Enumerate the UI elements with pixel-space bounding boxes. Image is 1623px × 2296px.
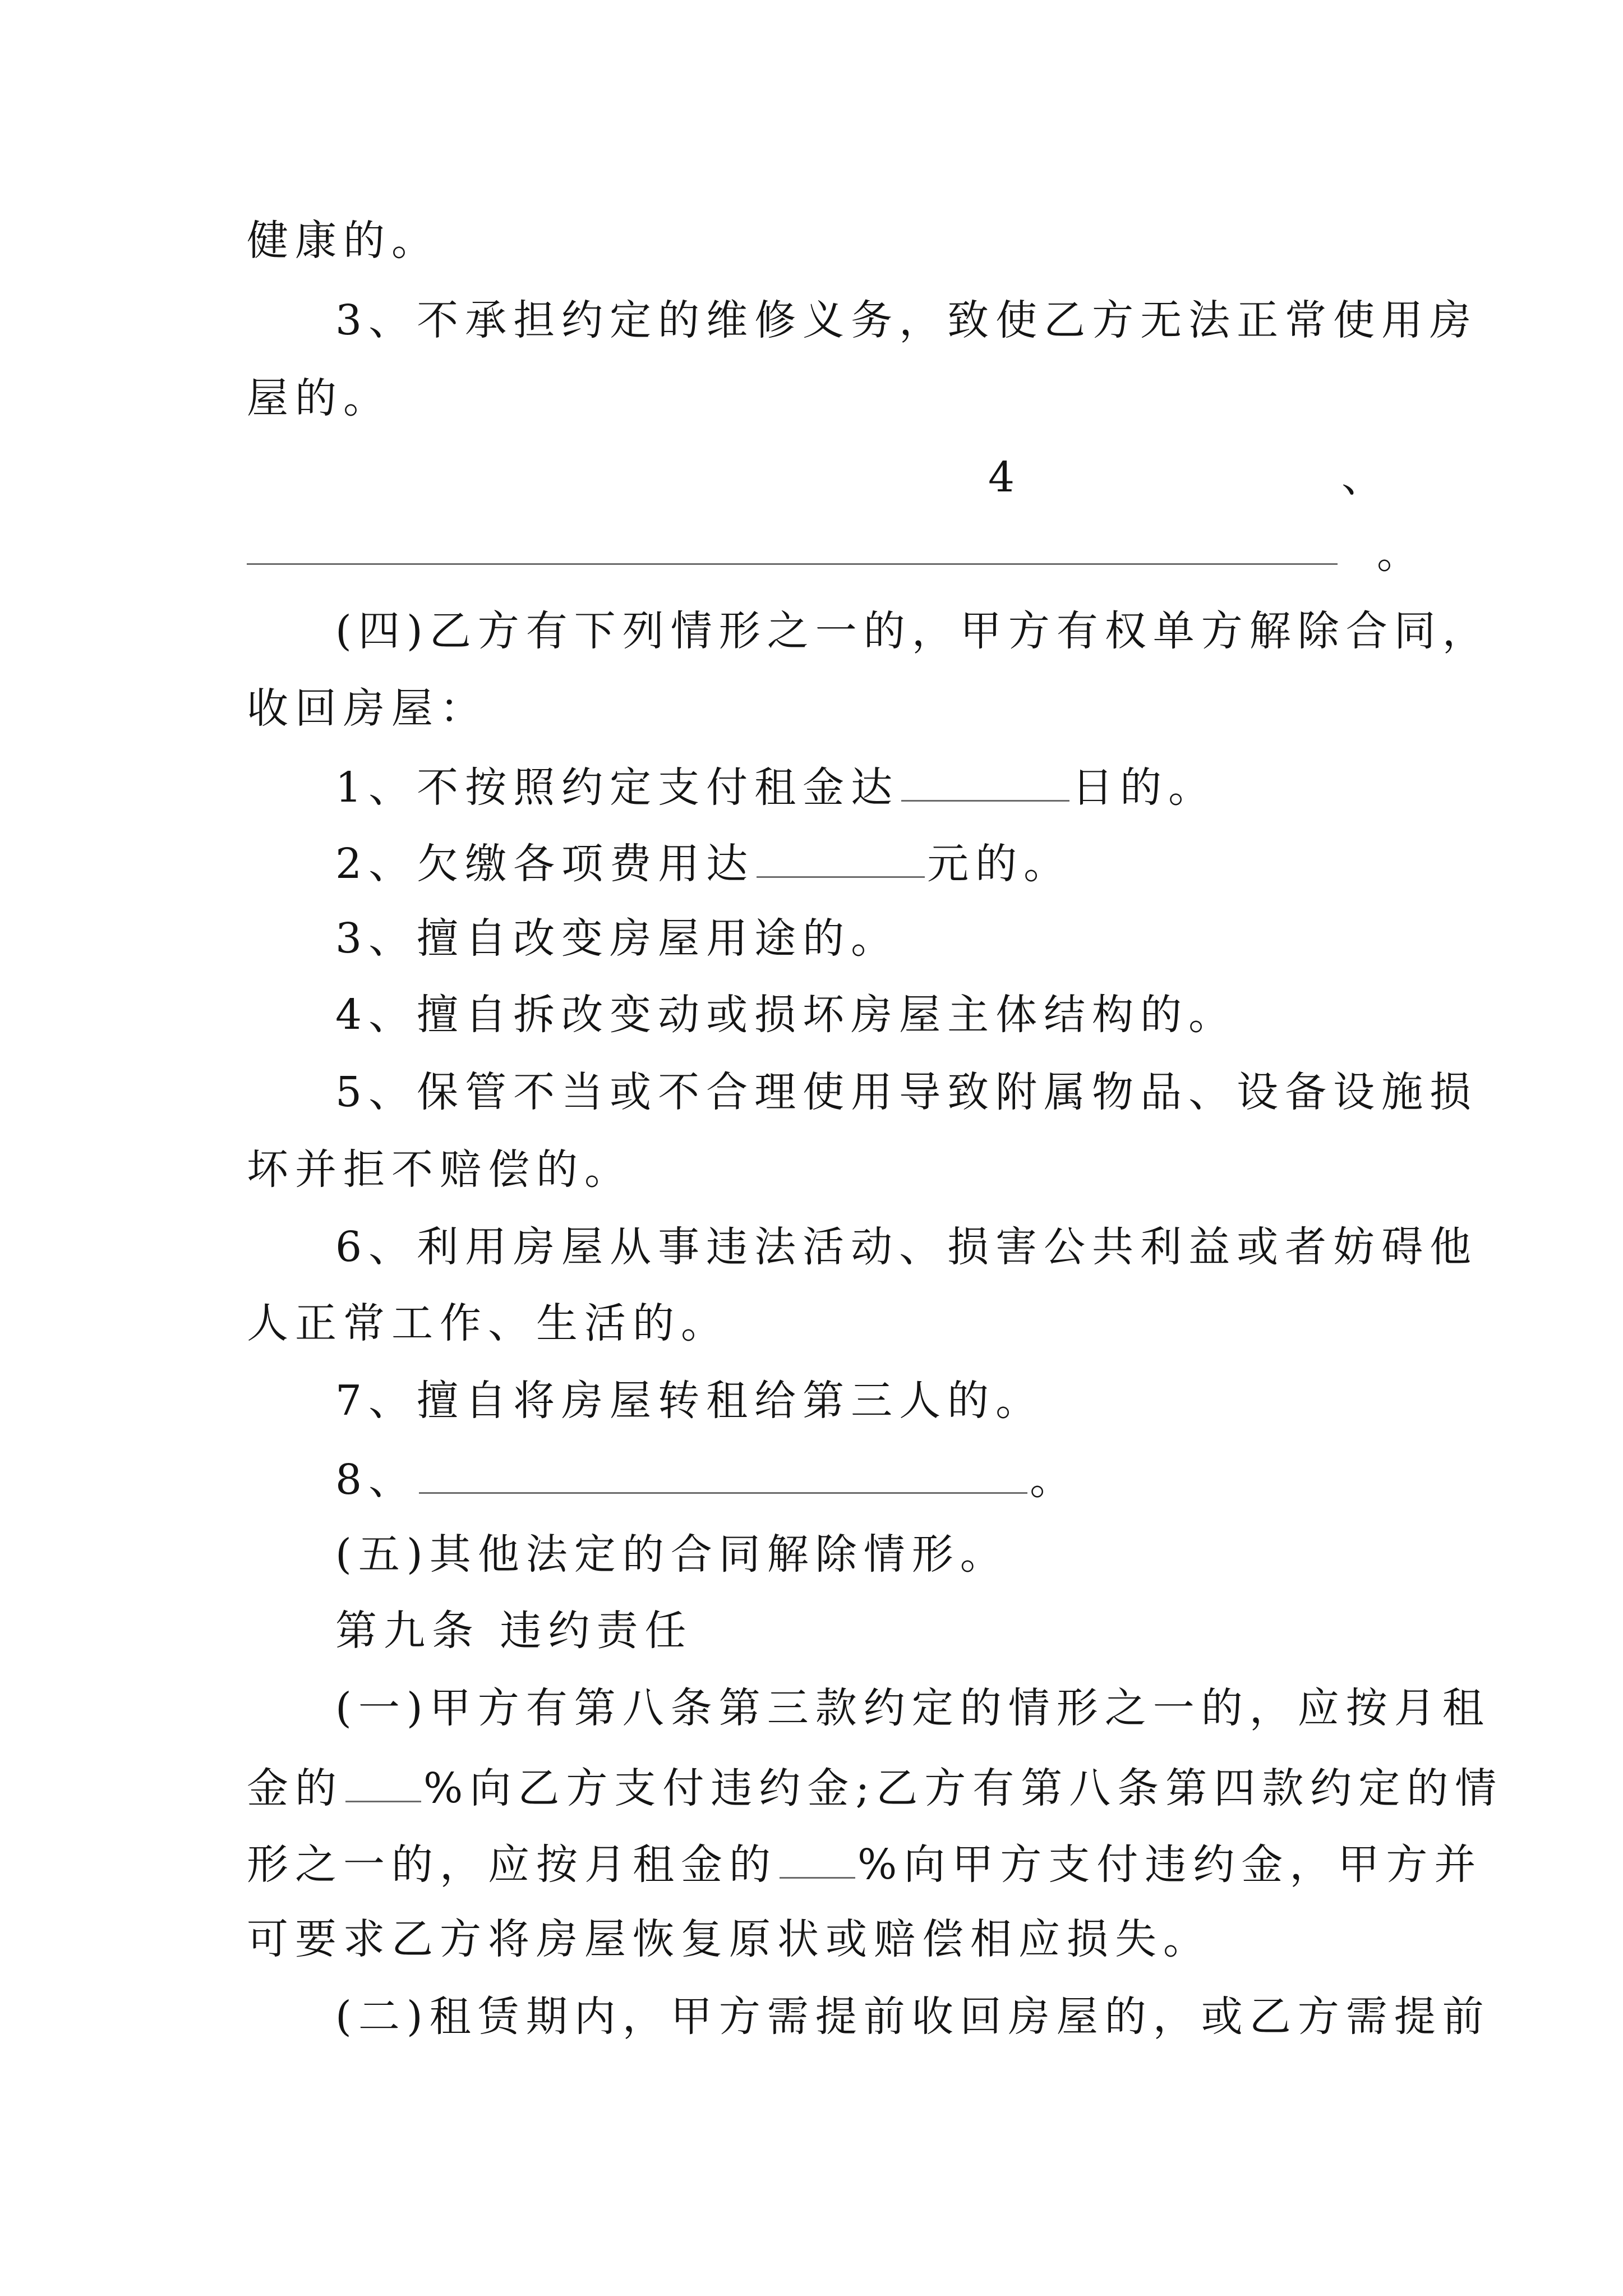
text-line	[0, 284, 1623, 357]
clause-text: 2、欠缴各项费用达	[335, 840, 755, 888]
text-line	[0, 595, 1623, 668]
clause-item: 6、利用房屋从事违法活动、损害公共利益或者妨碍他	[335, 1223, 1478, 1271]
text-line	[0, 1211, 1623, 1283]
paragraph-text: 健康的。	[247, 217, 440, 265]
text-line	[0, 902, 1623, 975]
text-line	[0, 1441, 1623, 1513]
fill-blank	[780, 1825, 855, 1879]
section-heading: (四)乙方有下列情形之一的，甲方有权单方解除合同，	[335, 607, 1491, 655]
clause-text: 形之一的，应按月租金的	[247, 1841, 777, 1889]
text-line	[0, 1056, 1623, 1129]
paragraph-text	[247, 1749, 1503, 1825]
clause-item: 7、擅自将房屋转租给第三人的。	[335, 1377, 1044, 1425]
clause-number: 4	[988, 453, 1022, 501]
text-line	[0, 672, 1623, 745]
clause-text: 日的。	[1072, 763, 1217, 812]
paragraph-text	[247, 1825, 1482, 1901]
text-line	[0, 1133, 1623, 1206]
clause-text: 金的	[247, 1764, 343, 1812]
clause-text: 。	[1030, 1456, 1078, 1504]
clause-item: 5、保管不当或不合理使用导致附属物品、设备设施损	[335, 1068, 1478, 1116]
clause-text: 1、不按照约定支付租金达	[335, 763, 900, 812]
clause-text: %向乙方支付违约金;乙方有第八条第四款约定的情	[423, 1764, 1504, 1812]
text-line	[0, 362, 1623, 435]
clause-separator: 、	[1341, 453, 1390, 501]
paragraph-text: 人正常工作、生活的。	[247, 1299, 729, 1347]
text-line	[0, 1518, 1623, 1591]
text-line	[0, 517, 1623, 590]
text-line	[0, 978, 1623, 1051]
clause-text: %向甲方支付违约金，甲方并	[857, 1841, 1483, 1889]
clause-item: 4、擅自拆改变动或损坏房屋主体结构的。	[335, 991, 1237, 1039]
fill-blank	[419, 1441, 1027, 1494]
paragraph-text: 屋的。	[247, 374, 391, 422]
section-heading: (二)租赁期内，甲方需提前收回房屋的，或乙方需提前	[335, 1993, 1491, 2041]
paragraph-text: 坏并拒不赔偿的。	[247, 1145, 633, 1194]
text-line	[0, 1594, 1623, 1667]
clause-item: 3、擅自改变房屋用途的。	[335, 914, 900, 963]
sentence-end: 。	[1377, 530, 1425, 578]
text-line	[0, 1287, 1623, 1360]
text-line	[0, 1749, 1623, 1822]
text-line	[0, 1364, 1623, 1437]
fill-blank	[757, 825, 925, 878]
text-line	[0, 204, 1623, 277]
text-line	[0, 1672, 1623, 1745]
article-heading: 第九条 违约责任	[335, 1607, 693, 1655]
fill-blank	[901, 748, 1069, 802]
paragraph-text: 收回房屋：	[247, 684, 488, 733]
fill-blank	[345, 1749, 421, 1802]
text-line	[0, 1825, 1623, 1898]
clause-item	[335, 825, 1072, 900]
section-heading: (一)甲方有第八条第三款约定的情形之一的，应按月租	[335, 1684, 1491, 1732]
text-line	[0, 825, 1623, 898]
clause-item	[335, 1441, 1078, 1516]
paragraph-text: 可要求乙方将房屋恢复原状或赔偿相应损失。	[247, 1915, 1211, 1963]
text-line	[0, 441, 1623, 514]
text-line	[0, 748, 1623, 821]
clause-text: 元的。	[927, 840, 1072, 888]
clause-item	[335, 748, 1216, 824]
clause-item: 3、不承担约定的维修义务，致使乙方无法正常使用房	[335, 296, 1478, 344]
section-heading: (五)其他法定的合同解除情形。	[335, 1530, 1008, 1579]
text-line	[0, 1980, 1623, 2053]
text-line	[0, 1903, 1623, 1976]
clause-text: 8、	[335, 1456, 417, 1504]
